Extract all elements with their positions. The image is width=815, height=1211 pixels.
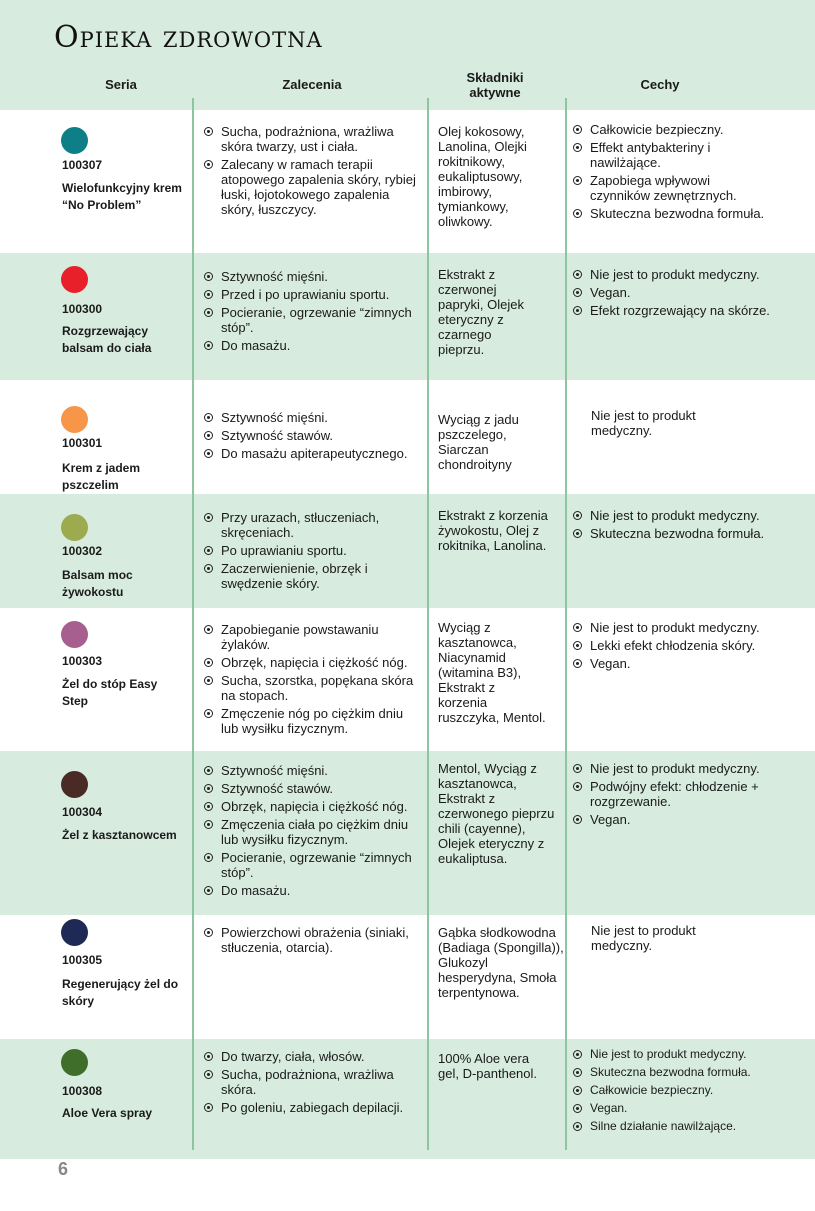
bullet-icon	[204, 886, 213, 895]
bullet-list	[204, 763, 418, 901]
list-item-text: Skuteczna bezwodna formuła.	[590, 206, 765, 221]
feature-note: Nie jest to produkt medyczny.	[591, 408, 696, 438]
list-item-text: Zmęczenia ciała po ciężkim dniu lub wysiłku fizycznym.	[221, 817, 409, 847]
product-name: Regenerujący żel do skóry	[62, 977, 179, 1008]
list-item-text: Efekt rozgrzewający na skórze.	[590, 303, 770, 318]
bullet-icon	[573, 1086, 582, 1095]
product-code: 100305	[62, 953, 103, 967]
active-ingredients: Ekstrakt z korzenia żywokostu, Olej z rokitnika, Lanolina.	[438, 508, 548, 553]
active-ingredients: Wyciąg z kasztanowca, Niacynamid (witamina B3), Ekstrakt z korzenia ruszczyka, Mentol.	[438, 620, 546, 725]
product-name: Krem z jadem pszczelim	[62, 461, 141, 492]
list-item-text: Nie jest to produkt medyczny.	[590, 761, 760, 776]
list-item-text: Sztywność mięśni.	[221, 763, 328, 778]
bullet-icon	[204, 413, 213, 422]
list-item	[573, 812, 773, 827]
bullet-icon	[204, 676, 213, 685]
list-item-text: Nie jest to produkt medyczny.	[590, 508, 760, 523]
list-item	[573, 638, 773, 653]
feature-note: Nie jest to produkt medyczny.	[591, 923, 696, 953]
product-code: 100308	[62, 1084, 103, 1098]
list-item-text: Lekki efekt chłodzenia skóry.	[590, 638, 756, 653]
list-item	[573, 122, 773, 137]
bullet-icon	[573, 782, 582, 791]
bullet-icon	[204, 272, 213, 281]
table-row	[0, 110, 815, 253]
list-item-text: Sucha, podrażniona, wrażliwa skóra twarzy, ust i ciała.	[221, 124, 394, 154]
list-item-text: Vegan.	[590, 285, 631, 300]
list-item-text: Zalecany w ramach terapii atopowego zapalenia skóry, rybiej łuski, łojotokowego zapalenia skóry, łuszczycy.	[221, 157, 416, 217]
bullet-list	[204, 269, 418, 356]
list-item-text: Sztywność mięśni.	[221, 269, 328, 284]
list-item	[573, 173, 773, 203]
color-dot	[61, 919, 88, 946]
bullet-icon	[573, 764, 582, 773]
bullet-icon	[204, 820, 213, 829]
list-item	[204, 561, 418, 591]
bullet-icon	[573, 511, 582, 520]
list-item	[573, 526, 773, 541]
list-item	[204, 446, 418, 461]
list-item	[573, 285, 773, 300]
list-item-text: Skuteczna bezwodna formuła.	[590, 526, 765, 541]
list-item-text: Vegan.	[590, 656, 631, 671]
list-item	[204, 543, 418, 558]
bullet-icon	[573, 270, 582, 279]
list-item-text: Po goleniu, zabiegach depilacji.	[221, 1100, 404, 1115]
product-name: Wielofunkcyjny krem “No Problem”	[62, 181, 182, 212]
list-item	[204, 428, 418, 443]
list-item-text: Obrzęk, napięcia i ciężkość nóg.	[221, 799, 408, 814]
list-item-text: Do masażu.	[221, 883, 291, 898]
list-item-text: Przed i po uprawianiu sportu.	[221, 287, 390, 302]
list-item	[573, 1101, 773, 1116]
list-item	[204, 410, 418, 425]
bullet-icon	[204, 546, 213, 555]
product-name: Żel do stóp Easy Step	[62, 677, 158, 708]
list-item-text: Skuteczna bezwodna formuła.	[590, 1065, 751, 1079]
list-item-text: Do masażu apiterapeutycznego.	[221, 446, 408, 461]
bullet-icon	[204, 853, 213, 862]
table-row	[0, 751, 815, 915]
bullet-list	[204, 510, 418, 594]
table-row	[0, 915, 815, 1039]
list-item-text: Podwójny efekt: chłodzenie + rozgrzewanie.	[590, 779, 759, 809]
list-item	[204, 510, 418, 540]
active-ingredients: 100% Aloe vera gel, D-panthenol.	[438, 1051, 538, 1081]
header-band	[0, 0, 815, 110]
list-item	[573, 303, 773, 318]
list-item-text: Pocieranie, ogrzewanie “zimnych stóp”.	[221, 850, 412, 880]
list-item-text: Całkowicie bezpieczny.	[590, 122, 724, 137]
bullet-icon	[573, 1122, 582, 1131]
page-title: Opieka zdrowotna	[54, 20, 323, 55]
list-item	[573, 508, 773, 523]
list-item	[573, 1047, 773, 1062]
bullet-icon	[573, 1068, 582, 1077]
bullet-icon	[204, 431, 213, 440]
bullet-icon	[573, 125, 582, 134]
bullet-list	[573, 620, 773, 674]
list-item	[204, 269, 418, 284]
list-item-text: Obrzęk, napięcia i ciężkość nóg.	[221, 655, 408, 670]
list-item	[204, 305, 418, 335]
list-item-text: Zaczerwienienie, obrzęk i swędzenie skóry.	[221, 561, 368, 591]
bullet-icon	[204, 341, 213, 350]
column-header-ingredients: Składniki aktywne	[466, 70, 524, 100]
list-item-text: Zmęczenie nóg po ciężkim dniu lub wysiłku fizycznym.	[221, 706, 404, 736]
color-dot	[61, 406, 88, 433]
list-item-text: Vegan.	[590, 812, 631, 827]
active-ingredients: Olej kokosowy, Lanolina, Olejki rokitnikowy, eukaliptusowy, imbirowy, tymiankowy, oliwkowy.	[438, 124, 527, 229]
active-ingredients: Mentol, Wyciąg z kasztanowca, Ekstrakt z czerwonego pieprzu chili (cayenne), Olejek eteryczny z eukaliptusa.	[438, 761, 555, 866]
bullet-icon	[573, 1050, 582, 1059]
list-item	[573, 656, 773, 671]
list-item	[204, 1100, 418, 1115]
list-item	[204, 1049, 418, 1064]
color-dot	[61, 1049, 88, 1076]
product-code: 100300	[62, 302, 103, 316]
bullet-icon	[204, 308, 213, 317]
bullet-list	[573, 508, 773, 544]
bullet-icon	[204, 766, 213, 775]
product-code: 100304	[62, 805, 103, 819]
list-item	[204, 157, 418, 217]
list-item-text: Do twarzy, ciała, włosów.	[221, 1049, 365, 1064]
list-item	[204, 1067, 418, 1097]
column-divider	[565, 98, 567, 1150]
list-item	[204, 287, 418, 302]
list-item-text: Effekt antybakteriny i nawilżające.	[590, 140, 711, 170]
list-item-text: Sztywność stawów.	[221, 428, 333, 443]
list-item	[204, 850, 418, 880]
bullet-icon	[204, 658, 213, 667]
table-row	[0, 253, 815, 380]
bullet-list	[204, 925, 418, 958]
list-item	[204, 781, 418, 796]
product-name: Żel z kasztanowcem	[62, 828, 177, 842]
bullet-icon	[204, 160, 213, 169]
list-item	[204, 338, 418, 353]
bullet-icon	[573, 641, 582, 650]
list-item-text: Sztywność mięśni.	[221, 410, 328, 425]
bullet-list	[204, 124, 418, 220]
column-header-recommendations: Zalecenia	[282, 77, 342, 92]
list-item	[204, 817, 418, 847]
bullet-list	[573, 267, 773, 321]
bullet-icon	[204, 709, 213, 718]
bullet-icon	[204, 1052, 213, 1061]
bullet-icon	[573, 1104, 582, 1113]
bullet-icon	[204, 1070, 213, 1079]
bullet-icon	[204, 1103, 213, 1112]
list-item-text: Całkowicie bezpieczny.	[590, 1083, 714, 1097]
bullet-icon	[204, 564, 213, 573]
list-item-text: Pocieranie, ogrzewanie “zimnych stóp”.	[221, 305, 412, 335]
color-dot	[61, 771, 88, 798]
list-item-text: Nie jest to produkt medyczny.	[590, 620, 760, 635]
list-item	[204, 925, 418, 955]
bullet-icon	[204, 928, 213, 937]
product-code: 100307	[62, 158, 103, 172]
list-item	[204, 799, 418, 814]
column-header-features: Cechy	[640, 77, 680, 92]
list-item	[573, 1119, 773, 1134]
bullet-list	[573, 761, 773, 830]
list-item-text: Przy urazach, stłuczeniach, skręceniach.	[221, 510, 380, 540]
color-dot	[61, 514, 88, 541]
product-name: Rozgrzewający balsam do ciała	[62, 324, 152, 355]
bullet-list	[204, 1049, 418, 1118]
bullet-icon	[573, 288, 582, 297]
bullet-icon	[573, 659, 582, 668]
product-code: 100303	[62, 654, 103, 668]
product-name: Aloe Vera spray	[62, 1106, 153, 1120]
bullet-list	[204, 410, 418, 464]
list-item	[204, 655, 418, 670]
bullet-icon	[573, 306, 582, 315]
list-item-text: Do masażu.	[221, 338, 291, 353]
bullet-icon	[204, 784, 213, 793]
bullet-list	[573, 1047, 773, 1137]
color-dot	[61, 127, 88, 154]
list-item	[573, 779, 773, 809]
list-item-text: Sztywność stawów.	[221, 781, 333, 796]
list-item	[204, 883, 418, 898]
list-item	[573, 206, 773, 221]
list-item	[573, 1083, 773, 1098]
bullet-icon	[204, 127, 213, 136]
page-number: 6	[58, 1159, 69, 1179]
list-item-text: Sucha, szorstka, popękana skóra na stopach.	[221, 673, 414, 703]
table-row	[0, 1039, 815, 1159]
color-dot	[61, 621, 88, 648]
list-item	[573, 1065, 773, 1080]
list-item	[573, 140, 773, 170]
list-item-text: Powierzchowi obrażenia (siniaki, stłuczenia, otarcia).	[221, 925, 409, 955]
bullet-icon	[204, 625, 213, 634]
active-ingredients: Ekstrakt z czerwonej papryki, Olejek eteryczny z czarnego pieprzu.	[438, 267, 524, 357]
list-item	[573, 620, 773, 635]
bullet-icon	[204, 290, 213, 299]
list-item	[204, 706, 418, 736]
list-item	[204, 124, 418, 154]
table-row	[0, 380, 815, 494]
bullet-icon	[573, 143, 582, 152]
list-item-text: Po uprawianiu sportu.	[221, 543, 347, 558]
list-item-text: Nie jest to produkt medyczny.	[590, 267, 760, 282]
table-row	[0, 494, 815, 608]
bullet-icon	[204, 449, 213, 458]
list-item-text: Zapobieganie powstawaniu żylaków.	[221, 622, 379, 652]
bullet-icon	[204, 513, 213, 522]
column-divider	[427, 98, 429, 1150]
list-item-text: Vegan.	[590, 1101, 628, 1115]
bullet-icon	[573, 176, 582, 185]
color-dot	[61, 266, 88, 293]
column-header-series: Seria	[105, 77, 137, 92]
active-ingredients: Wyciąg z jadu pszczelego, Siarczan chondroityny	[438, 412, 519, 472]
bullet-icon	[204, 802, 213, 811]
list-item	[204, 673, 418, 703]
bullet-icon	[573, 623, 582, 632]
active-ingredients: Gąbka słodkowodna (Badiaga (Spongilla)), Glukozyl hesperydyna, Smoła terpentynowa.	[438, 925, 564, 1000]
list-item-text: Silne działanie nawilżające.	[590, 1119, 737, 1133]
bullet-list	[204, 622, 418, 739]
bullet-icon	[573, 209, 582, 218]
table-row	[0, 608, 815, 751]
list-item-text: Nie jest to produkt medyczny.	[590, 1047, 747, 1061]
list-item-text: Zapobiega wpływowi czynników zewnętrznych.	[590, 173, 737, 203]
list-item	[573, 761, 773, 776]
product-code: 100301	[62, 436, 103, 450]
bullet-icon	[573, 529, 582, 538]
list-item	[204, 622, 418, 652]
list-item-text: Sucha, podrażniona, wrażliwa skóra.	[221, 1067, 394, 1097]
bullet-list	[573, 122, 773, 224]
product-name: Balsam moc żywokostu	[62, 568, 133, 599]
list-item	[204, 763, 418, 778]
list-item	[573, 267, 773, 282]
product-code: 100302	[62, 544, 103, 558]
bullet-icon	[573, 815, 582, 824]
column-divider	[192, 98, 194, 1150]
